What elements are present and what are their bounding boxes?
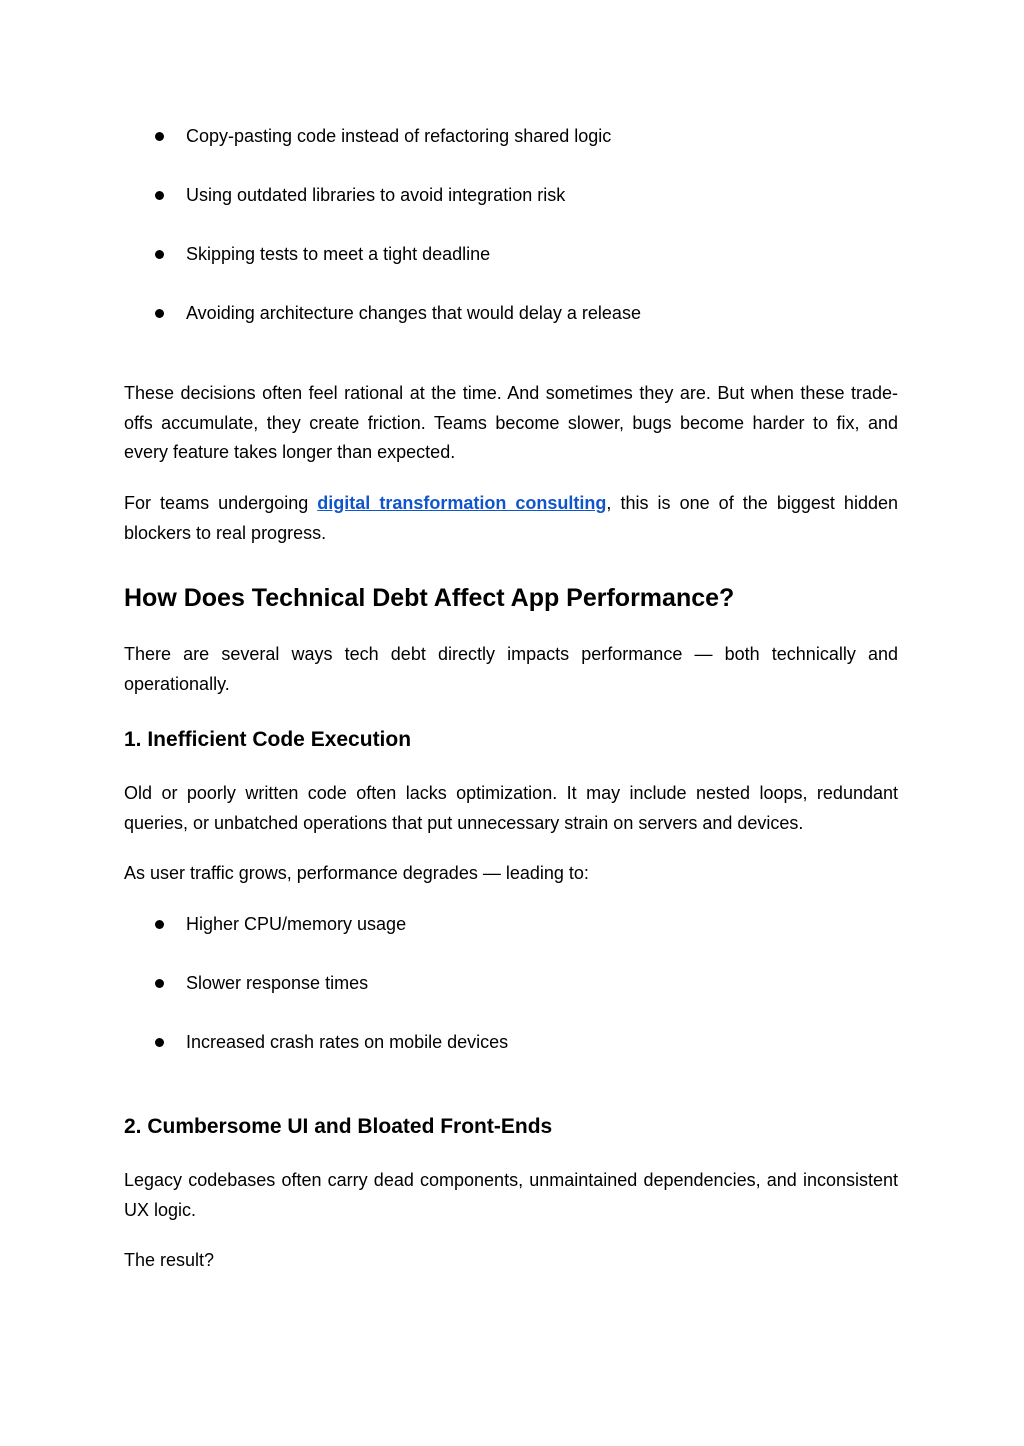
- bullet-icon: [155, 250, 164, 259]
- digital-transformation-link[interactable]: digital transformation consulting: [317, 493, 607, 513]
- subheading-cumbersome-ui: 2. Cumbersome UI and Bloated Front-Ends: [124, 1115, 553, 1138]
- paragraph-leading-to: As user traffic grows, performance degrades — leading to:: [124, 863, 589, 883]
- paragraph-intro: There are several ways tech debt directly impacts performance — both technically and operationally.: [124, 644, 898, 694]
- list-item: Slower response times: [124, 972, 898, 994]
- bullet-icon: [155, 309, 164, 318]
- list-item: Avoiding architecture changes that would delay a release: [124, 302, 898, 324]
- bullet-icon: [155, 191, 164, 200]
- list-item: Using outdated libraries to avoid integration risk: [124, 184, 898, 206]
- paragraph-transformation: For teams undergoing digital transformation consulting, this is one of the biggest hidden blockers to real progress.: [124, 493, 898, 543]
- subheading-inefficient-code: 1. Inefficient Code Execution: [124, 728, 412, 751]
- bullet-icon: [155, 979, 164, 988]
- paragraph-legacy-codebases: Legacy codebases often carry dead components, unmaintained dependencies, and inconsistent UX logic.: [124, 1170, 898, 1220]
- effects-list: [124, 913, 898, 1090]
- section-heading: How Does Technical Debt Affect App Performance?: [124, 584, 735, 612]
- list-item: Skipping tests to meet a tight deadline: [124, 243, 898, 265]
- list-item: Higher CPU/memory usage: [124, 913, 898, 935]
- bullet-icon: [155, 132, 164, 141]
- paragraph-tradeoffs: These decisions often feel rational at the time. And sometimes they are. But when these trade-offs accumulate, they create friction. Teams become slower, bugs become harder to fix, and every feature takes longer than expected.: [124, 383, 898, 462]
- paragraph-inefficient-code: Old or poorly written code often lacks optimization. It may include nested loops, redundant queries, or unbatched operations that put unnecessary strain on servers and devices.: [124, 783, 898, 833]
- shortcut-list: [124, 125, 898, 361]
- list-item: Copy-pasting code instead of refactoring shared logic: [124, 125, 898, 147]
- bullet-icon: [155, 1038, 164, 1047]
- bullet-icon: [155, 920, 164, 929]
- paragraph-result: The result?: [124, 1250, 215, 1270]
- list-item: Increased crash rates on mobile devices: [124, 1031, 898, 1053]
